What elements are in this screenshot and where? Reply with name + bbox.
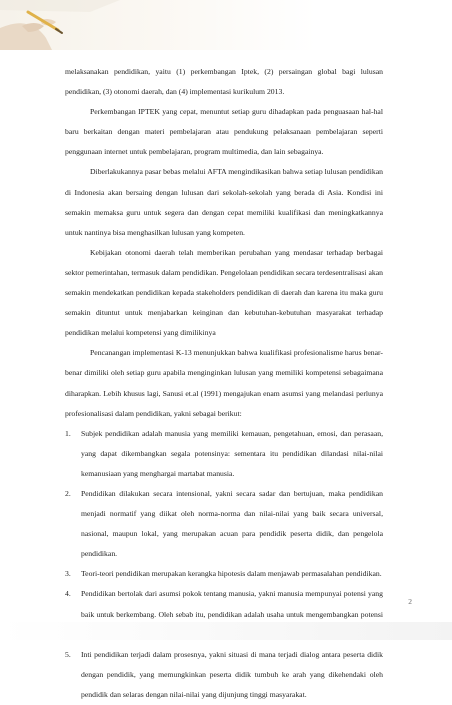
- list-number: 2.: [65, 488, 71, 498]
- header-photo: [0, 0, 452, 50]
- list-item-text: Subjek pendidikan adalah manusia yang memiliki kemauan, pengetahuan, emosi, dan perasaan, yang dapat dikembangkan segala potensinya: sementara itu pendidikan dilandasi nilai-nilai kemanusiaan yang menghargai martabat manusia.: [81, 428, 383, 478]
- list-item-text: Inti pendidikan terjadi dalam prosesnya, yakni situasi di mana terjadi dialog antara peserta didik dengan pendidik, yang memungkinkan peserta didik tumbuh ke arah yang dikehendaki oleh pendidik dan selaras dengan nilai-nilai yang dijunjung tinggi masyarakat.: [81, 649, 383, 699]
- assumption-list: [65, 424, 383, 705]
- paragraph: Pencanangan implementasi K-13 menunjukkan bahwa kualifikasi profesionalisme harus benar-benar dimiliki oleh setiap guru apabila menginginkan lulusan yang memiliki kompetensi sebagaimana diharapkan. Lebih khusus lagi, Sanusi et.al (1991) mengajukan enam asumsi yang melandasi perlunya profesionalisasi dalam pendidikan, yakni sebagai berikut:: [65, 348, 383, 418]
- list-item-text: Pendidikan dilakukan secara intensional, yakni secara sadar dan bertujuan, maka pendidikan menjadi normatif yang diikat oleh norma-norma dan nilai-nilai yang baik secara universal, nasional, maupun lokal, yang merupakan acuan para pendidik peserta didik, dan pengelola pendidikan.: [81, 488, 383, 559]
- paragraph: melaksanakan pendidikan, yaitu (1) perkembangan Iptek, (2) persaingan global bagi lulusan pendidikan, (3) otonomi daerah, dan (4) implementasi kurikulum 2013.: [65, 67, 383, 97]
- paragraph: Diberlakukannya pasar bebas melalui AFTA mengindikasikan bahwa setiap lulusan pendidikan di Indonesia akan bersaing dengan lulusan dari sekolah-sekolah yang berada di Asia. Kondisi ini semakin memaksa guru untuk segera dan dengan cepat memiliki kualifikasi dan meningkatkannya untuk nantinya bisa menghasilkan lulusan yang kompeten.: [65, 167, 383, 237]
- footer-strip: [0, 622, 452, 640]
- list-number: 4.: [65, 589, 71, 599]
- list-item: [65, 564, 383, 584]
- list-number: 1.: [65, 428, 71, 438]
- list-number: 5.: [65, 649, 71, 659]
- list-item: [65, 424, 383, 484]
- header-hand-pencil-image: [0, 0, 452, 50]
- list-item: [65, 645, 383, 705]
- list-number: 3.: [65, 569, 71, 579]
- list-item: [65, 484, 383, 564]
- list-item-text: Pendidikan bertolak dari asumsi pokok tentang manusia, yakni manusia mempunyai potensi yang baik untuk berkembang. Oleh sebab itu, pendidikan adalah usaha untuk mengembangkan potensi: [81, 589, 383, 619]
- paragraph: Kebijakan otonomi daerah telah memberikan perubahan yang mendasar terhadap berbagai sektor pemerintahan, termasuk dalam pendidikan. Pengelolaan pendidikan secara terdesentralisasi akan semakin mendekatkan pendidikan kepada stakeholders pendidikan di daerah dan karena itu maka guru semakin dituntut untuk menjabarkan keinginan dan kebutuhan-kebutuhan masyarakat terhadap pendidikan melalui kompetensi yang dimilikinya: [65, 247, 383, 338]
- page-number: 2: [408, 597, 412, 606]
- list-item-text: Teori-teori pendidikan merupakan kerangka hipotesis dalam menjawab permasalahan pendidikan.: [81, 569, 382, 579]
- document-body: [65, 62, 383, 705]
- paragraph: Perkembangan IPTEK yang cepat, menuntut setiap guru dihadapkan pada penguasaan hal-hal baru berkaitan dengan materi pembelajaran atau pendukung pelaksanaan pembelajaran seperti penggunaan internet untuk pembelajaran, program multimedia, dan lain sebagainya.: [65, 107, 383, 157]
